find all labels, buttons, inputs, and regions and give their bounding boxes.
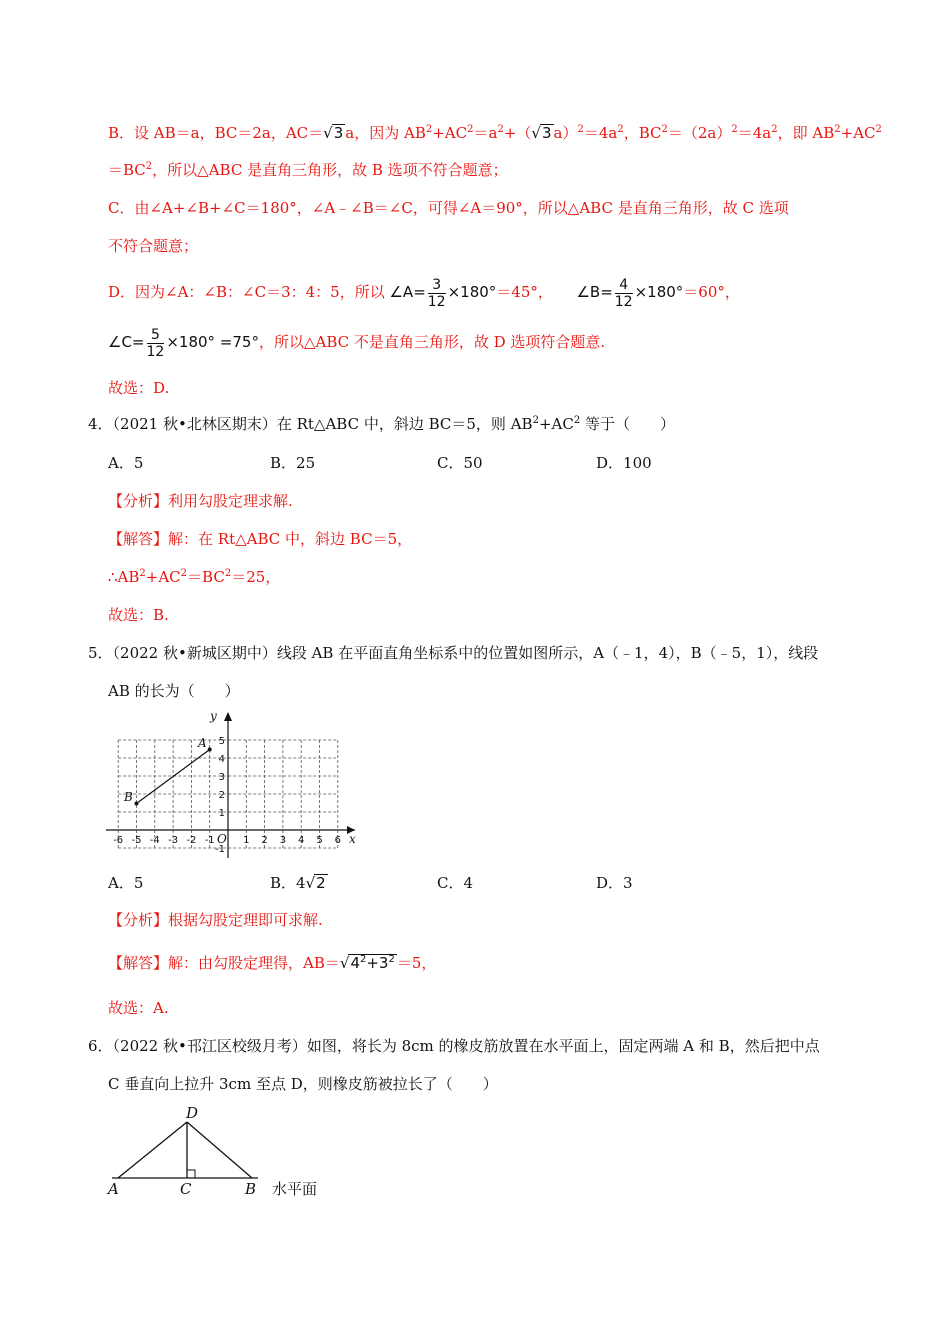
fraction-4-12: $\frac{4}{12}$ (614, 276, 633, 310)
point-a-dot (208, 748, 212, 752)
option-c-line-2: 不符合题意； (108, 237, 199, 255)
x-tick-label: -1 (204, 835, 215, 846)
q4-step: $\therefore AB^2+AC^2=BC^2=25$， (108, 568, 281, 586)
q5-option-c: C．4 (437, 874, 474, 892)
q4-option-c: C．50 (437, 454, 483, 472)
y-tick-label: 1 (218, 808, 225, 819)
point-b-label: B (124, 790, 133, 804)
label-b: B (245, 1180, 257, 1198)
q5-analysis: 【分析】根据勾股定理即可求解. (108, 911, 323, 929)
y-tick-label: 5 (218, 736, 225, 747)
x-tick-label: 1 (243, 835, 250, 846)
q3-answer: 故选：D. (108, 379, 170, 397)
q4-solution: 【解答】解：在 Rt△ABC 中，斜边 BC＝5， (108, 530, 413, 548)
x-tick-label: 3 (279, 835, 287, 846)
label-a: A (108, 1180, 119, 1198)
x-tick-label: 2 (261, 835, 268, 846)
fraction-3-12: $\frac{3}{12}$ (427, 276, 446, 310)
q6-stem-2: C 垂直向上拉升 3cm 至点 D，则橡皮筋被拉长了（ ） (108, 1075, 498, 1093)
q6-figure (100, 1100, 340, 1200)
segment-db (187, 1122, 252, 1178)
x-tick-label: -2 (186, 835, 197, 846)
q5-solution: 【解答】解：由勾股定理得，$AB=√4^2+3^2 =5$， (108, 954, 437, 972)
q5-option-d: D．3 (596, 874, 633, 892)
option-b-line-2: $=BC^2$，所以△ABC 是直角三角形，故 B 选项不符合题意； (108, 161, 508, 179)
option-d-line-1: D．因为∠A：∠B：∠C＝3：4：5，所以 ∠A= $\frac{3}{12}$ ×180°＝45°， ∠B= $\frac{4}{12}$ ×180°＝60°， (108, 276, 740, 310)
x-axis-label: x (349, 832, 356, 846)
option-d-line-2: ∠C= $\frac{5}{12}$ ×180° =75°，所以△ABC 不是直角三角形，故 D 选项符合题意. (108, 326, 606, 360)
label-d: D (186, 1104, 199, 1122)
q5-stem-2: AB 的长为（ ） (108, 682, 240, 700)
x-tick-label: 5 (316, 835, 323, 846)
point-a-label: A (198, 736, 207, 750)
point-b-dot (135, 802, 139, 806)
x-tick-label: -3 (168, 835, 179, 846)
ground-label: 水平面 (272, 1180, 318, 1198)
q6-stem-1: 6．（2022 秋•邗江区校级月考）如图，将长为 8cm 的橡皮筋放置在水平面上，固定两端 A 和 B，然后把中点 (88, 1037, 820, 1055)
x-tick-label: 4 (298, 835, 305, 846)
q5-option-b: B．4√2 (270, 874, 326, 892)
x-tick-label: 6 (334, 835, 341, 846)
option-b-line-1: B．设 AB＝a，BC＝2a，AC＝√3 a，因为 $AB^2+AC^2=a^2+(√3$ $a)^2=4a^2$，$BC^2=(2a)^2=4a^2$，即 $AB^2+AC^2$ (108, 124, 882, 142)
label-c: C (180, 1180, 192, 1198)
x-tick-label: -5 (131, 835, 142, 846)
fraction-5-12: $\frac{5}{12}$ (146, 326, 165, 360)
q4-answer: 故选：B. (108, 606, 169, 624)
x-tick-label: -4 (149, 835, 160, 846)
y-tick-label: 2 (218, 790, 225, 801)
y-tick-label: 3 (218, 772, 225, 783)
q4-option-b: B．25 (270, 454, 316, 472)
q4-analysis: 【分析】利用勾股定理求解. (108, 492, 293, 510)
q5-stem-1: 5．（2022 秋•新城区期中）线段 AB 在平面直角坐标系中的位置如图所示，A（﹣1，4），B（﹣5，1），线段 (88, 644, 819, 662)
y-tick-label: 4 (218, 754, 225, 765)
y-axis-label: y (210, 709, 217, 723)
origin-label: O (217, 832, 227, 846)
q4-option-d: D．100 (596, 454, 652, 472)
q5-option-a: A．5 (108, 874, 144, 892)
right-angle-mark (187, 1170, 195, 1178)
segment-ad (118, 1122, 187, 1178)
q4-option-a: A．5 (108, 454, 144, 472)
y-tick-label: -1 (215, 844, 225, 855)
q5-answer: 故选：A. (108, 999, 169, 1017)
x-tick-label: -6 (113, 835, 124, 846)
y-axis-arrow (224, 712, 232, 721)
option-c-line-1: C．由∠A+∠B+∠C＝180°，∠A﹣∠B＝∠C，可得∠A＝90°，所以△ABC 是直角三角形，故 C 选项 (108, 199, 789, 217)
q4-stem: 4．（2021 秋•北林区期末）在 Rt△ABC 中，斜边 BC＝5，则 $AB^2+AC^2$ 等于（ ） (88, 415, 675, 433)
q5-coordinate-graph (100, 708, 370, 863)
